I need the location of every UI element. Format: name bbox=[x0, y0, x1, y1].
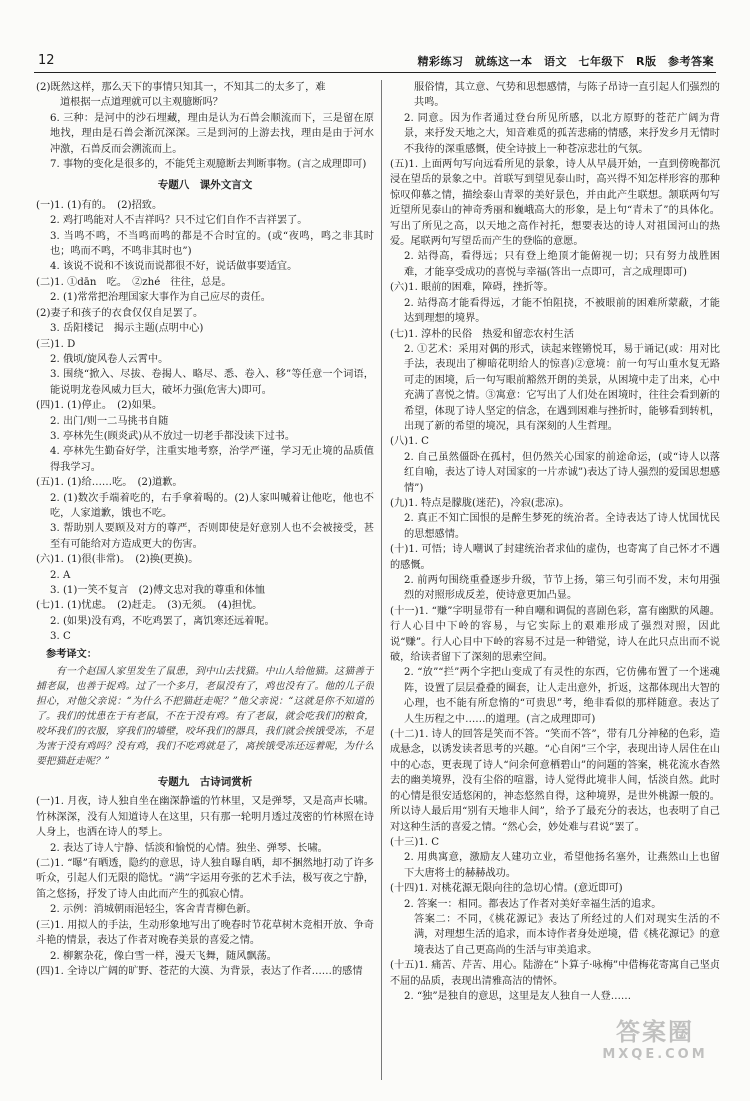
answer-line: (四)1. 全诗以广阔的旷野、苍茫的大漠、为背景，表达了作者……的感情 bbox=[36, 965, 363, 977]
answer-line: 2. “独”是独自的意思，这里是友人独自一人登…… bbox=[404, 990, 632, 1002]
answer-line: 2. 出门/则一二马挑书自随 bbox=[50, 415, 169, 427]
answer-line: 答案二：不同，《桃花源记》表达了所经过的人们对现实生活的不满，对理想生活的追求，而本诗作者身处逆境，借《桃花源记》的意境表达了自己更高尚的生活与审美追求。 bbox=[414, 913, 720, 956]
translation-title: 参考译文： bbox=[46, 648, 97, 660]
answer-line: 2. 答案一：相同。都表达了作者对美好幸福生活的追求。 bbox=[404, 898, 662, 910]
left-column bbox=[36, 80, 374, 1080]
answer-line: 2. 自己虽然僵卧在孤村，但仍然关心国家的前途命运，(或“诗人以落红自喻，表达了诗人对国家的一片赤诚”)表达了诗人强烈的爱国思想感情”) bbox=[404, 451, 720, 494]
answer-line: (五)1. (1)给……吃。 (2)道歉。 bbox=[36, 477, 183, 489]
answer-line: (十)1. 可悟；诗人嘲讽了封建统治者求仙的虚伪，也寄寓了自己怀才不遇的感慨。 bbox=[390, 544, 720, 571]
answer-line: (三)1. D bbox=[36, 338, 76, 350]
answer-line: 7. 事物的变化是很多的，不能凭主观臆断去判断事物。(言之成理即可) bbox=[50, 159, 367, 171]
answer-line: (二)1. “曝”有晒透，隐约的意思，诗人独自曝自晒，却不捆然地打动了许多听众，引起人们无限的隐忧。“满”字运用夸张的艺术手法，极写夜之宁静，笛之悠扬，抒发了诗人由此而产生的孤寂心情。 bbox=[36, 858, 374, 900]
answer-line: (二)1. ①dān 吃。 ②zhé 往往，总是。 bbox=[36, 276, 232, 288]
answer-line: 2. (如果)没有鸡，不吃鸡罢了，离饥寒还远着呢。 bbox=[50, 615, 275, 627]
answer-line: 4. 亭林先生勤奋好学，注重实地考察，治学严谨，学习无止境的品质值得我学习。 bbox=[50, 446, 374, 473]
answer-line: (五)1. 上面两句写向远看所见的景象，诗人从早晨开始，一直到傍晚都沉浸在望岳的景象之中。首联写到望见泰山时，高兴得不知怎样形容的那种惊叹仰慕之情，描绘泰山青翠的美好景色，并由此产生联想。颔联两句写近望所见泰山的神奇秀丽和巍峨高大的形象，是上句“青未了”的具体化。写出了所见之高，以天地之高作衬托，想要表达的诗人对祖国河山的热爱。尾联两句写望岳而产生的登临的意愿。 bbox=[390, 159, 720, 248]
section9-title: 专题九 古诗词赏析 bbox=[157, 776, 253, 789]
section8-title: 专题八 课外文言文 bbox=[157, 179, 253, 192]
answer-line: (十一)1. “赚”字明显带有一种自嘲和调侃的喜剧色彩，富有幽默的风趣。行人心目中下岭的容易，与它实际上的艰难形成了强烈对照，因此说“赚”。行人心目中下岭的容易不过是一种错觉，诗人在此只点出而不说破，给读者留下了深刻的思索空间。 bbox=[390, 605, 720, 664]
answer-line: (九)1. 特点是朦胧(迷茫)，冷寂(悲凉)。 bbox=[390, 497, 570, 509]
answer-line: (十四)1. 对桃花源无限向往的急切心情。(意近即可) bbox=[390, 883, 623, 895]
answer-line: (四)1. (1)停止。 (2)如果。 bbox=[36, 400, 163, 412]
answer-line: (一)1. (1)有的。 (2)招致。 bbox=[36, 199, 163, 211]
watermark-logo bbox=[590, 1017, 720, 1073]
column-divider bbox=[381, 80, 382, 1080]
answer-line: 2. 示例：消城朝雨浥轻尘，客舍青青柳色新。 bbox=[50, 904, 257, 916]
answer-line: 2. (1)数次手端着吃的，右手拿着喝的。(2)人家叫喊着让他吃，他也不吃，人家道歉，饿也不吃。 bbox=[50, 492, 374, 519]
answer-line: 2. 柳絮杂花，像白雪一样，漫天飞舞，随风飘荡。 bbox=[50, 950, 277, 962]
answer-line: 4. 该说不说和不该说而说都很不好，说话做事要适宜。 bbox=[50, 261, 298, 273]
answer-line: 3. (1)一笑不复言 (2)傅文忠对我的尊重和体恤 bbox=[50, 585, 266, 596]
answer-line: 3. 亭林先生(顾炎武)从不放过一切老手都没读下过书。 bbox=[50, 430, 296, 442]
answer-line: 2. 表达了诗人宁静、恬淡和愉悦的心情。独坐、弹琴、长啸。 bbox=[50, 842, 328, 854]
answer-line: (十二)1. 诗人的回答是笑而不答。“笑而不答”，带有几分神秘的色彩，造成悬念，以诱发读者思考的兴趣。“心自闲”三个字，表现出诗人居住在山中的心态，更表现了诗人“问余何意栖碧山”的问题的答案，桃花流水杳然去的幽美境界，没有尘俗的喧嚣，诗人觉得此境非人间，恬淡自然。此时的心情是很安适悠闲的，神态悠然自得，这种境界，是世外桃源一般的。所以诗人最后用“别有天地非人间”，给予了最充分的表达，也表明了自己对这种生活的喜爱之情。“然心会，妙处难与君说”罢了。 bbox=[390, 729, 720, 833]
answer-line: 2. 真正不知亡国恨的是醉生梦死的统治者。全诗表达了诗人忧国忧民的思想感情。 bbox=[404, 513, 720, 540]
right-column bbox=[390, 80, 720, 1080]
page-header bbox=[34, 50, 716, 73]
answer-line: 3. 围绕“掀入、尽拔、卷揭人、略尽、悉、卷入、移”等任意一个词语，能说明龙卷风威力巨大，破坏力强(危害大)即可。 bbox=[50, 369, 374, 396]
answer-line: (七)1. (1)忧虑。 (2)赶走。 (3)无须。 (4)担忧。 bbox=[36, 600, 263, 612]
running-title: 精彩练习 就练这一本 语文 七年级下 R版 参考答案 bbox=[417, 55, 714, 68]
answer-line: 3. 帮助别人要顾及对方的尊严，否则即使是好意别人也不会被接受，甚至有可能给对方造成更大的伤害。 bbox=[50, 523, 374, 550]
watermark-url: MXQE.COM bbox=[602, 1047, 708, 1062]
answer-line: (十五)1. 痛苦、芹苦、用心。陆游在“卜算子·咏梅”中借梅花寄寓自己坚贞不屈的品质，表现出清雅高洁的情怀。 bbox=[390, 960, 720, 987]
answer-line: 道根据一点道理就可以主观臆断吗？ bbox=[60, 97, 223, 109]
answer-line: 2. 用典寓意，激励友人建功立业，希望他扬名塞外，让燕然山上也留下大唐将士的赫赫战功。 bbox=[404, 852, 720, 879]
watermark-text: 答案圈 bbox=[616, 1018, 694, 1046]
answer-line: 2. 站得高才能看得远，才能不怕阻挠，不被眼前的困难所蒙蔽，才能达到理想的境界。 bbox=[404, 297, 720, 325]
answer-line: (十三)1. C bbox=[390, 836, 440, 848]
answer-line: 2. 俄顷/旋风卷人云霄中。 bbox=[50, 353, 169, 365]
section9-answers bbox=[36, 794, 374, 979]
translation-text: 有一个赵国人家里发生了鼠患，到中山去找猫。中山人给他猫。这猫善于捕老鼠，也善于捉鸡。过了一个多月，老鼠没有了，鸡也没有了。他的儿子很担心，对他父亲说：“为什么不把猫赶走呢？”他父亲说：“这就是你不知道的了。我们的忧患在于有老鼠，不在于没有鸡。有了老鼠，就会吃我们的粮食，咬坏我们的衣服，穿我们的墙壁，咬坏我们的器具，我们就会挨饿受冻，不是为害于没有鸡吗？没有鸡，我们不吃鸡就是了，离挨饿受冻还远着呢，为什么要把猫赶走呢？” bbox=[36, 666, 374, 768]
answer-line: 服俗情，其立意、气势和思想感情，与陈子昂诗一直引起人们强烈的共鸣。 bbox=[414, 82, 720, 109]
section8-answers bbox=[36, 198, 374, 645]
right-answers bbox=[390, 80, 720, 1004]
answer-line: (六)1. 眼前的困难，障碍，挫折等。 bbox=[390, 282, 554, 294]
answer-line: 2. ①艺术：采用对偶的形式，读起来铿锵悦耳，易于诵记(或：用对比手法，表现出了柳暗花明给人的惊喜)②意境：前一句写山重水复无路可走的困境，后一句写眼前豁然开朗的美景，从困境中走了出来，心中充满了喜悦之情。③寓意：它写出了人们处在困境时，往往会看到新的希望，体现了诗人坚定的信念，在遇到困难与挫折时，能够看到转机，出现了新的希望的境况，具有深刻的人生哲理。 bbox=[404, 343, 720, 432]
answer-line: (七)1. 淳朴的民俗 热爱和留恋农村生活 bbox=[390, 328, 574, 340]
answer-line: (六)1. (1)很(非常)。 (2)换(更换)。 bbox=[36, 554, 199, 566]
answer-line: 2. 同意。因为作者通过登台所见所感，以北方原野的苍茫广阔为背景，来抒发天地之大，知音难觅的孤苦悲痛的情感，来抒发乡月无情时不我待的深重感慨，使全诗披上一种苍凉悲壮的气氛。 bbox=[404, 112, 720, 155]
answer-line: 2. (1)常常把治理国家大事作为自己应尽的责任。 bbox=[50, 292, 271, 304]
answer-line: 3. 岳阳楼记 揭示主题(点明中心) bbox=[50, 323, 204, 335]
answer-line: 2. 站得高，看得远；只有登上绝顶才能俯视一切；只有努力战胜困难，才能享受成功的喜悦与幸福(答出一点即可，言之成理即可) bbox=[404, 251, 720, 278]
answer-line: 2. A bbox=[50, 569, 71, 581]
answer-line: (2)既然这样，那么天下的事情只知其一，不知其二的太多了，难 bbox=[36, 82, 326, 93]
left-top-lines bbox=[36, 80, 374, 172]
answer-line: (一)1. 月夜，诗人独自坐在幽深静谧的竹林里，又是弹琴，又是高声长啸。竹林深深，没有人知道诗人在这里，只有那一轮明月透过茂密的竹林照在诗人身上，也洒在诗人的琴上。 bbox=[36, 796, 374, 839]
answer-line: (三)1. 用拟人的手法，生动形象地写出了晚春时节花草树木竞相开放、争奇斗艳的情景，表达了作者对晚春美景的喜爱之情。 bbox=[36, 919, 374, 947]
answer-line: (2)妻子和孩子的衣食仅仅自足罢了。 bbox=[36, 307, 204, 319]
answer-line: 3. 当鸣不鸣，不当鸣而鸣的都是不合时宜的。(或“夜鸣，鸣之非其时也；鸣而不鸣，不鸣非其时也”) bbox=[50, 230, 374, 258]
answer-line: 3. C bbox=[50, 631, 71, 643]
answer-line: 6. 三种：是河中的沙石埋藏，理由是认为石兽会顺流而下，三是留在原地找，理由是石兽会渐沉深深。三是到河的上游去找，理由是由于河水冲激，石兽反而会溯流而上。 bbox=[50, 112, 374, 155]
answer-line: 2. 前两句围绕重叠逐步升级，节节上扬，第三句引而不发，末句用强烈的对照形成反差，使诗意更加凸显。 bbox=[404, 575, 720, 602]
page-number: 12 bbox=[38, 53, 55, 68]
answer-line: 2. 鸡打鸣能对人不吉祥吗？只不过它们自作不吉祥罢了。 bbox=[50, 215, 308, 227]
answer-line: 2. “放”“拦”两个字把山变成了有灵性的东西，它仿佛布置了一个迷魂阵，设置了层层叠叠的圈套，让人走出意外，折返，这都体现出大智的心理，也不能有所怠惰的“可贵思”考，绝非看似的那样随意。表达了人生历程之中……的道理。(言之成理即可) bbox=[404, 667, 720, 725]
answer-line: (八)1. C bbox=[390, 436, 429, 448]
